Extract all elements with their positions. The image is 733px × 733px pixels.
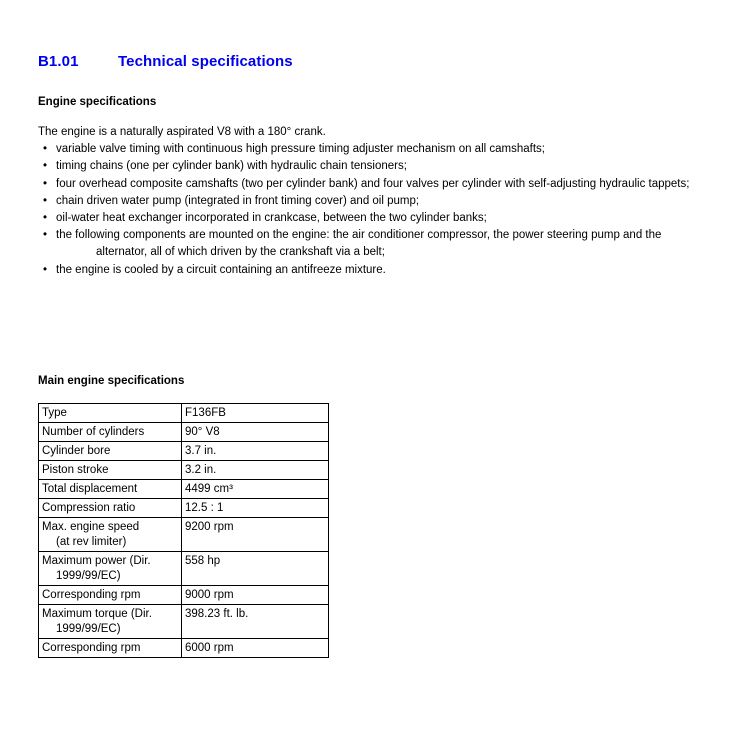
spec-label-cell	[39, 551, 182, 585]
section-number: B1.01	[38, 53, 79, 70]
spec-label-line2: 1999/99/EC)	[56, 622, 121, 635]
spec-label: Cylinder bore	[42, 444, 111, 457]
table-row	[39, 403, 329, 422]
spec-label: Compression ratio	[42, 501, 136, 514]
main-engine-specifications-heading: Main engine specifications	[38, 374, 185, 387]
spec-label: Piston stroke	[42, 463, 109, 476]
spec-label-cell	[39, 604, 182, 638]
table-row	[39, 460, 329, 479]
spec-label-cell	[39, 422, 182, 441]
spec-value-cell: 12.5 : 1	[182, 498, 329, 517]
table-row	[39, 638, 329, 657]
table-row	[39, 498, 329, 517]
spec-value-cell: 398.23 ft. lb.	[182, 604, 329, 638]
spec-label: Corresponding rpm	[42, 588, 141, 601]
spec-label: Total displacement	[42, 482, 138, 495]
feature-bullet: • timing chains (one per cylinder bank) with hydraulic chain tensioners;	[38, 158, 710, 175]
spec-value-cell: 4499 cm³	[182, 479, 329, 498]
spec-label-line2: 1999/99/EC)	[56, 569, 121, 582]
spec-value-cell: 558 hp	[182, 551, 329, 585]
table-row	[39, 604, 329, 638]
spec-label-cell	[39, 498, 182, 517]
spec-value-cell: 3.7 in.	[182, 441, 329, 460]
engine-specifications-heading: Engine specifications	[38, 96, 157, 108]
spec-label: Max. engine speed	[42, 520, 140, 533]
feature-bullet: • chain driven water pump (integrated in front timing cover) and oil pump;	[38, 193, 710, 210]
table-row	[39, 441, 329, 460]
table-row	[39, 479, 329, 498]
spec-label: Maximum power (Dir.	[42, 554, 151, 567]
spec-value-cell: F136FB	[182, 403, 329, 422]
intro-paragraph: The engine is a naturally aspirated V8 with a 180° crank.	[38, 126, 326, 138]
feature-bullet: • the following components are mounted on the engine: the air conditioner compressor, the power steering pump and the alternator, all of which driven by the crankshaft via a belt;	[38, 227, 710, 261]
spec-label: Corresponding rpm	[42, 641, 141, 654]
spec-label-line2: (at rev limiter)	[56, 535, 127, 548]
spec-label-cell	[39, 460, 182, 479]
table-row	[39, 517, 329, 551]
spec-label-cell	[39, 517, 182, 551]
spec-label-cell	[39, 479, 182, 498]
engine-features-list	[38, 141, 710, 279]
table-row	[39, 422, 329, 441]
spec-value-cell: 3.2 in.	[182, 460, 329, 479]
table-row	[39, 551, 329, 585]
table-row	[39, 585, 329, 604]
feature-bullet: • variable valve timing with continuous high pressure timing adjuster mechanism on all camshafts;	[38, 141, 710, 158]
spec-label: Number of cylinders	[42, 425, 145, 438]
spec-value-cell: 9200 rpm	[182, 517, 329, 551]
spec-value-cell: 6000 rpm	[182, 638, 329, 657]
spec-label-cell	[39, 403, 182, 422]
spec-label-cell	[39, 638, 182, 657]
section-title: Technical specifications	[118, 53, 293, 70]
spec-value-cell: 90° V8	[182, 422, 329, 441]
engine-specs-table	[38, 403, 329, 658]
feature-bullet: • four overhead composite camshafts (two per cylinder bank) and four valves per cylinder with self-adjusting hydraulic tappets;	[38, 176, 710, 193]
spec-label-cell	[39, 441, 182, 460]
document-page	[38, 52, 710, 658]
section-heading	[38, 52, 710, 71]
spec-label: Maximum torque (Dir.	[42, 607, 152, 620]
spec-value-cell: 9000 rpm	[182, 585, 329, 604]
feature-bullet: • the engine is cooled by a circuit containing an antifreeze mixture.	[38, 262, 710, 279]
feature-bullet: • oil-water heat exchanger incorporated in crankcase, between the two cylinder banks;	[38, 210, 710, 227]
spec-label: Type	[42, 406, 67, 419]
spec-label-cell	[39, 585, 182, 604]
